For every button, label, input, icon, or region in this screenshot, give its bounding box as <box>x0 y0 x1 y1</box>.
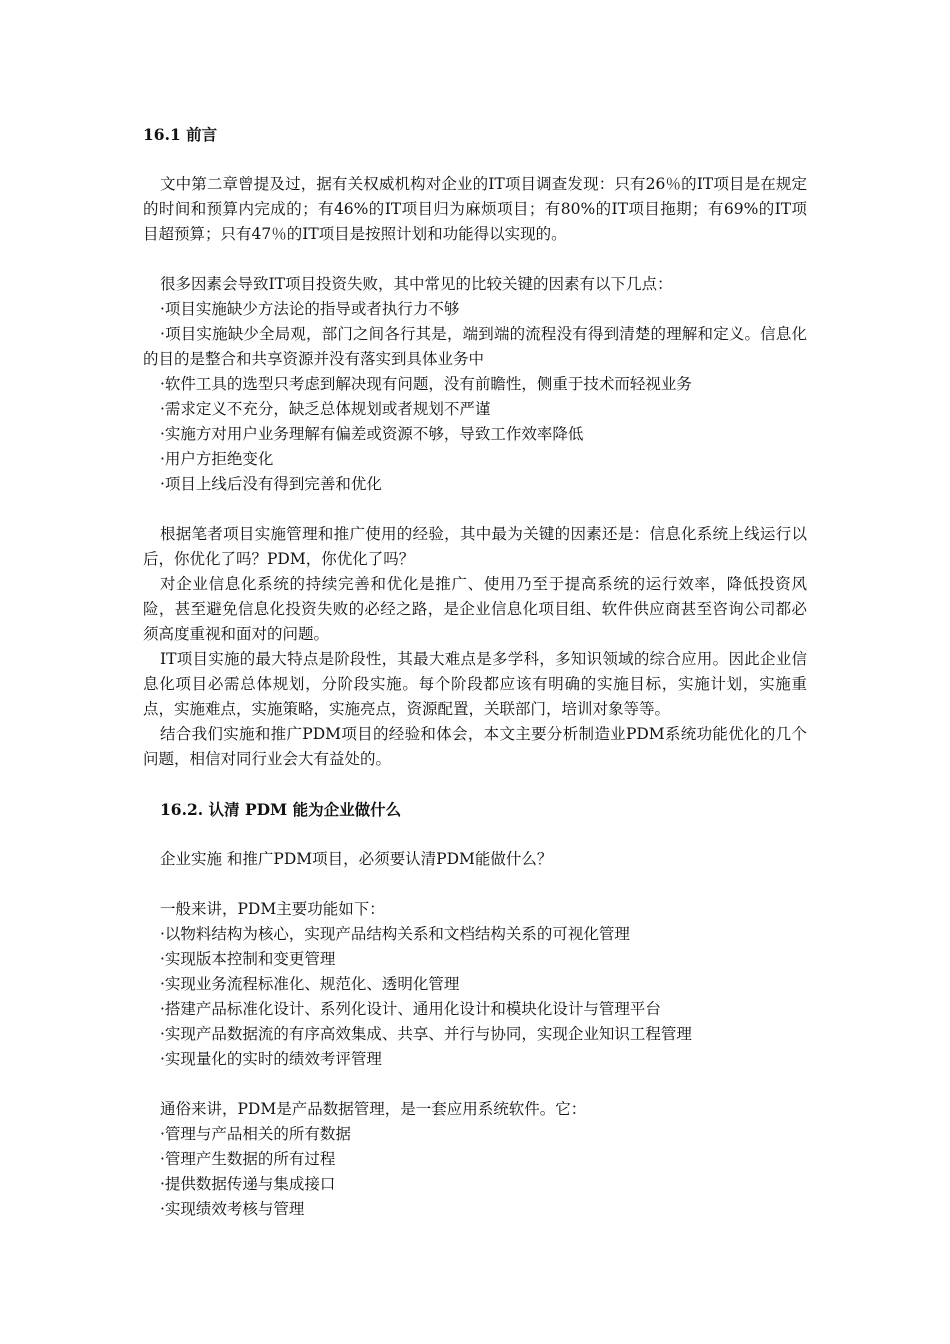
factor-item: ·项目上线后没有得到完善和优化 <box>160 475 382 493</box>
spacer <box>143 1072 807 1097</box>
optimize-paragraph: 对企业信息化系统的持续完善和优化是推广、使用乃至于提高系统的运行效率，降低投资风险，甚至避免信息化投资失败的必经之路，是企业信息化项目组、软件供应商甚至咨询公司都必须高度重视和面对的问题。 <box>143 575 807 643</box>
spacer <box>143 872 807 897</box>
popular-item: ·管理与产品相关的所有数据 <box>160 1125 351 1143</box>
stage-paragraph: IT项目实施的最大特点是阶段性，其最大难点是多学科，多知识领域的综合应用。因此企业信息化项目必需总体规划，分阶段实施。每个阶段都应该有明确的实施目标，实施计划，实施重点，实施难点，实施策略，实施亮点，资源配置，关联部门，培训对象等等。 <box>143 650 807 718</box>
spacer <box>143 497 807 522</box>
factor-item: ·项目实施缺少全局观，部门之间各行其是，端到端的流程没有得到清楚的理解和定义。信息化的目的是整合和共享资源并没有落实到具体业务中 <box>143 325 807 368</box>
pdm-question: 企业实施 和推广PDM项目，必须要认清PDM能做什么？ <box>160 850 553 868</box>
function-item: ·实现业务流程标准化、规范化、透明化管理 <box>160 975 460 993</box>
intro-paragraph: 文中第二章曾提及过，据有关权威机构对企业的IT项目调查发现：只有26％的IT项目是在规定的时间和预算内完成的；有46%的IT项目归为麻烦项目；有80%的IT项目拖期；有69%的IT项目超预算；只有47％的IT项目是按照计划和功能得以实现的。 <box>143 175 807 243</box>
key-factor-paragraph: 根据笔者项目实施管理和推广使用的经验，其中最为关键的因素还是：信息化系统上线运行以后，你优化了吗？PDM，你优化了吗？ <box>143 525 807 568</box>
factors-lead: 很多因素会导致IT项目投资失败，其中常见的比较关键的因素有以下几点： <box>160 275 673 293</box>
popular-item: ·管理产生数据的所有过程 <box>160 1150 336 1168</box>
spacer <box>143 147 807 172</box>
section-heading-1-2: 16.2. 认清 PDM 能为企业做什么 <box>160 800 402 819</box>
factor-item: ·实施方对用户业务理解有偏差或资源不够，导致工作效率降低 <box>160 425 584 443</box>
factor-item: ·需求定义不充分，缺乏总体规划或者规划不严谨 <box>160 400 491 418</box>
function-item: ·实现量化的实时的绩效考评管理 <box>160 1050 382 1068</box>
spacer <box>143 822 807 847</box>
factor-item: ·项目实施缺少方法论的指导或者执行力不够 <box>160 300 460 318</box>
function-item: ·实现版本控制和变更管理 <box>160 950 336 968</box>
functions-lead: 一般来讲，PDM主要功能如下： <box>160 900 385 918</box>
spacer <box>143 772 807 797</box>
popular-item: ·实现绩效考核与管理 <box>160 1200 305 1218</box>
function-item: ·以物料结构为核心，实现产品结构关系和文档结构关系的可视化管理 <box>160 925 630 943</box>
document-page <box>143 122 807 1222</box>
function-item: ·实现产品数据流的有序高效集成、共享、并行与协同，实现企业知识工程管理 <box>160 1025 692 1043</box>
popular-lead: 通俗来讲，PDM是产品数据管理，是一套应用系统软件。它： <box>160 1100 587 1118</box>
summary-paragraph: 结合我们实施和推广PDM项目的经验和体会，本文主要分析制造业PDM系统功能优化的几个问题，相信对同行业会大有益处的。 <box>143 725 807 768</box>
factor-item: ·用户方拒绝变化 <box>160 450 274 468</box>
popular-item: ·提供数据传递与集成接口 <box>160 1175 336 1193</box>
spacer <box>143 247 807 272</box>
function-item: ·搭建产品标准化设计、系列化设计、通用化设计和模块化设计与管理平台 <box>160 1000 661 1018</box>
section-heading-1-1: 16.1 前言 <box>143 125 218 144</box>
factor-item: ·软件工具的选型只考虑到解决现有问题，没有前瞻性，侧重于技术而轻视业务 <box>160 375 692 393</box>
